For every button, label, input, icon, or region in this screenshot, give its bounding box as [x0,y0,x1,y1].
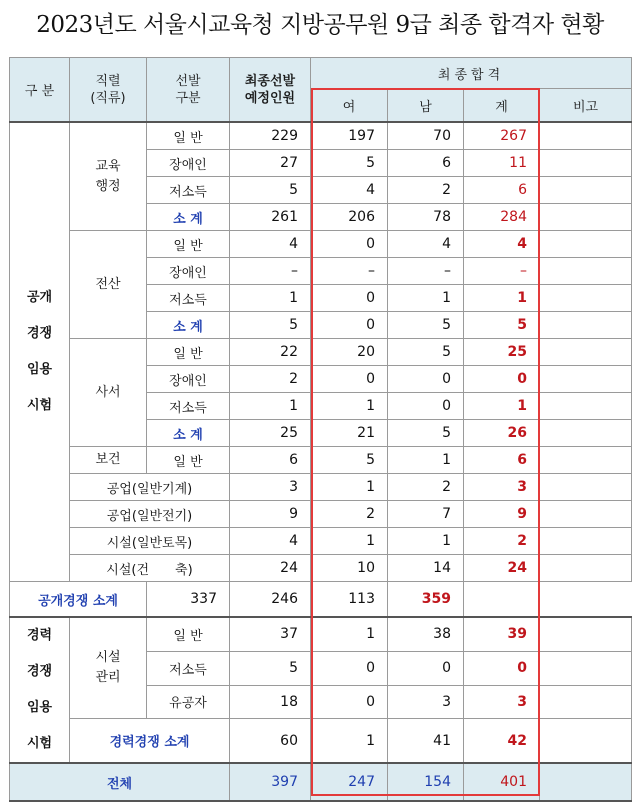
table-row-subtotal [10,582,632,618]
subgroup-comp: 전산 [70,231,147,339]
cell-note [540,258,632,285]
cell-planned: 22 [230,339,311,366]
cell-note [540,617,632,651]
row-type: 시설(건 축) [70,555,230,582]
cell-female: 21 [311,420,388,447]
cell-female: 1 [311,393,388,420]
cell-note [540,555,632,582]
cell-female: 20 [311,339,388,366]
cell-planned: 1 [230,393,311,420]
cell-note [540,685,632,719]
cell-note [464,582,540,618]
cell-planned: 5 [230,177,311,204]
cell-note [540,447,632,474]
cell-total: 1 [464,393,540,420]
table-row [10,501,632,528]
row-type: 장애인 [147,366,230,393]
cell-female: 4 [311,177,388,204]
cell-planned: 5 [230,312,311,339]
cell-planned: – [230,258,311,285]
cell-planned: 337 [147,582,230,618]
cell-female: 2 [311,501,388,528]
subgroup-sasu: 사서 [70,339,147,447]
cell-note [540,204,632,231]
cell-male: 3 [388,685,464,719]
cell-planned: 229 [230,122,311,150]
row-type: 유공자 [147,685,230,719]
cell-total: 3 [464,685,540,719]
row-type: 일 반 [147,447,230,474]
cell-note [540,150,632,177]
cell-male: 14 [388,555,464,582]
cell-total: 42 [464,719,540,763]
cell-male: 5 [388,339,464,366]
cell-male: 1 [388,447,464,474]
page-title: 2023년도 서울시교육청 지방공무원 9급 최종 합격자 현황 [36,12,604,38]
cell-total: 24 [464,555,540,582]
row-type: 저소득 [147,177,230,204]
row-type: 공업(일반기계) [70,474,230,501]
group-career: 경력 경쟁 임용 시험 [10,617,70,763]
header-seonbal: 선발 구분 [147,58,230,123]
cell-female: 247 [311,763,388,801]
cell-note [540,366,632,393]
header-gubun: 구 분 [10,58,70,123]
cell-total: 6 [464,177,540,204]
cell-female: 0 [311,366,388,393]
row-type: 일 반 [147,231,230,258]
cell-male: 1 [388,285,464,312]
cell-male: 41 [388,719,464,763]
cell-note [540,312,632,339]
cell-male: 4 [388,231,464,258]
cell-total: 401 [464,763,540,801]
cell-female: 206 [311,204,388,231]
cell-planned: 4 [230,231,311,258]
cell-planned: 4 [230,528,311,555]
cell-note [540,763,632,801]
cell-male: – [388,258,464,285]
cell-total: 0 [464,651,540,685]
cell-total: 9 [464,501,540,528]
cell-note [540,231,632,258]
cell-female: 5 [311,447,388,474]
header-female: 여 [311,89,388,123]
cell-total: 2 [464,528,540,555]
row-type: 저소득 [147,393,230,420]
cell-total: 359 [388,582,464,618]
cell-note [540,651,632,685]
cell-male: 2 [388,474,464,501]
header-male: 남 [388,89,464,123]
cell-planned: 60 [230,719,311,763]
row-type: 소 계 [147,312,230,339]
row-type: 저소득 [147,651,230,685]
cell-male: 0 [388,651,464,685]
row-type: 일 반 [147,122,230,150]
cell-male: 0 [388,366,464,393]
cell-total: 4 [464,231,540,258]
cell-planned: 25 [230,420,311,447]
results-table [9,57,632,802]
table-row [10,122,632,150]
cell-note [540,285,632,312]
row-type: 공개경쟁 소계 [10,582,147,618]
cell-note [540,177,632,204]
cell-male: 154 [388,763,464,801]
cell-total: 6 [464,447,540,474]
subgroup-health: 보건 [70,447,147,474]
cell-note [540,122,632,150]
cell-total: 11 [464,150,540,177]
header-total: 계 [464,89,540,123]
cell-planned: 397 [230,763,311,801]
cell-total: 1 [464,285,540,312]
row-type: 공업(일반전기) [70,501,230,528]
cell-male: 38 [388,617,464,651]
cell-female: – [311,258,388,285]
header-planned: 최종선발 예정인원 [230,58,311,123]
table-row [10,231,632,258]
table-row [10,447,632,474]
cell-female: 0 [311,651,388,685]
row-type: 일 반 [147,339,230,366]
cell-total: 26 [464,420,540,447]
header-note: 비고 [540,89,632,123]
cell-total: 284 [464,204,540,231]
table-row [10,555,632,582]
cell-planned: 6 [230,447,311,474]
cell-female: 10 [311,555,388,582]
cell-male: 1 [388,528,464,555]
cell-male: 7 [388,501,464,528]
cell-female: 0 [311,685,388,719]
cell-planned: 27 [230,150,311,177]
table-row [10,617,632,651]
cell-planned: 261 [230,204,311,231]
cell-female: 1 [311,617,388,651]
cell-male: 78 [388,204,464,231]
cell-planned: 24 [230,555,311,582]
cell-planned: 18 [230,685,311,719]
cell-male: 6 [388,150,464,177]
cell-note [540,528,632,555]
cell-female: 197 [311,122,388,150]
row-type: 경력경쟁 소계 [70,719,230,763]
row-type: 일 반 [147,617,230,651]
cell-planned: 2 [230,366,311,393]
row-type: 장애인 [147,150,230,177]
table-row-subtotal [10,719,632,763]
cell-total: 3 [464,474,540,501]
cell-planned: 3 [230,474,311,501]
row-type: 전체 [10,763,230,801]
cell-female: 1 [311,528,388,555]
cell-note [540,393,632,420]
cell-planned: 5 [230,651,311,685]
group-open: 공개 경쟁 임용 시험 [10,122,70,582]
cell-male: 5 [388,312,464,339]
cell-note [540,339,632,366]
cell-male: 70 [388,122,464,150]
cell-planned: 9 [230,501,311,528]
cell-note [540,474,632,501]
row-type: 소 계 [147,420,230,447]
table-row-grand-total [10,763,632,801]
cell-male: 0 [388,393,464,420]
row-type: 저소득 [147,285,230,312]
cell-total: – [464,258,540,285]
cell-female: 246 [230,582,311,618]
cell-male: 2 [388,177,464,204]
cell-total: 267 [464,122,540,150]
cell-female: 0 [311,231,388,258]
row-type: 소 계 [147,204,230,231]
cell-total: 25 [464,339,540,366]
row-type: 시설(일반토목) [70,528,230,555]
cell-female: 5 [311,150,388,177]
row-type: 장애인 [147,258,230,285]
table-row [10,528,632,555]
cell-total: 5 [464,312,540,339]
cell-female: 1 [311,474,388,501]
subgroup-facility: 시설 관리 [70,617,147,719]
cell-total: 39 [464,617,540,651]
cell-note [540,719,632,763]
cell-note [540,420,632,447]
table-row [10,474,632,501]
cell-planned: 1 [230,285,311,312]
cell-female: 1 [311,719,388,763]
table-row [10,339,632,366]
subgroup-edu: 교육 행정 [70,122,147,231]
cell-note [540,501,632,528]
cell-male: 5 [388,420,464,447]
cell-planned: 37 [230,617,311,651]
cell-total: 0 [464,366,540,393]
cell-female: 0 [311,285,388,312]
header-final: 최종합격 [311,58,632,89]
cell-female: 0 [311,312,388,339]
cell-male: 113 [311,582,388,618]
header-jikryeol: 직렬 (직류) [70,58,147,123]
